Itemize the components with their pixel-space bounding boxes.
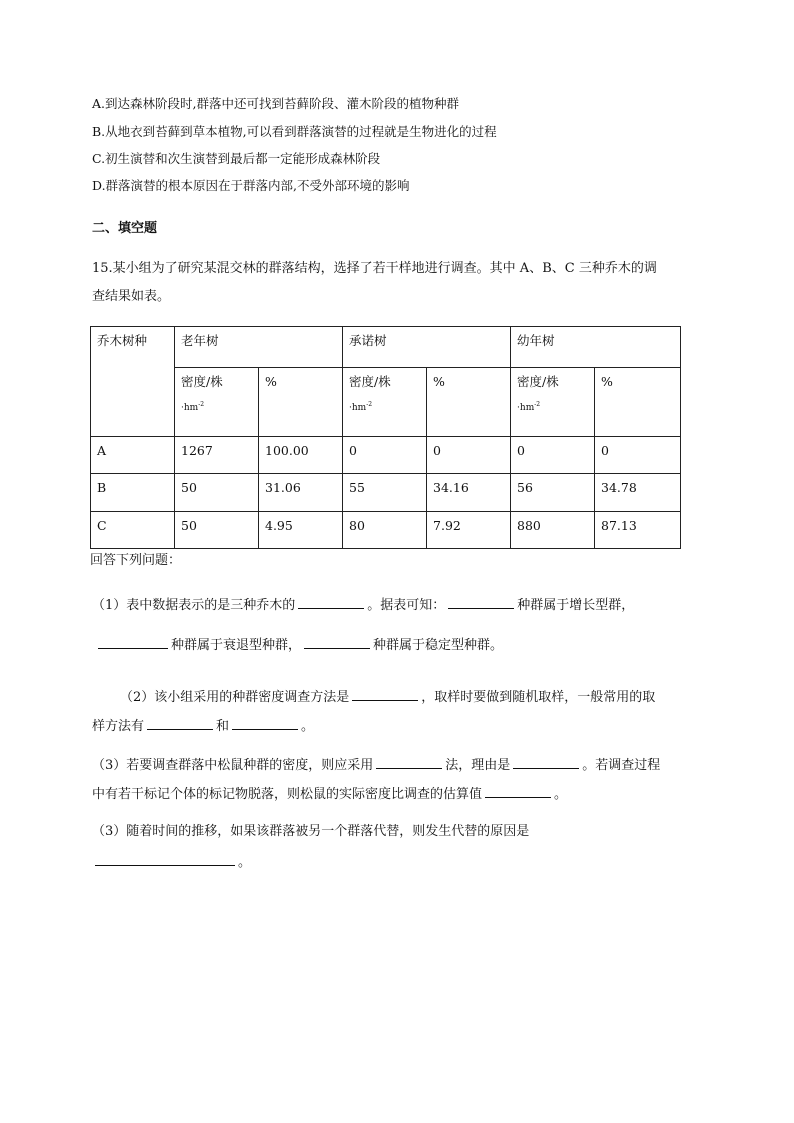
- table-cell: 880: [511, 512, 595, 549]
- header-old-trees: 老年树: [175, 327, 343, 368]
- subquestion-2-line-2: 样方法有 和 。: [92, 719, 315, 734]
- answer-blank[interactable]: [448, 596, 514, 609]
- answer-blank[interactable]: [352, 688, 418, 701]
- subquestion-1-line-1: （1）表中数据表示的是三种乔木的 。据表可知： 种群属于增长型群，: [92, 598, 635, 613]
- answer-blank[interactable]: [513, 756, 579, 769]
- table-row: [91, 512, 681, 549]
- section-title: 二、填空题: [92, 221, 158, 236]
- subheader-density: 密度/株 $\cdot hm^{-2}$: [343, 368, 427, 437]
- survey-table: [90, 326, 681, 549]
- subquestion-4-line-2: 。: [95, 853, 251, 869]
- question-stem-line-2: 查结果如表。: [92, 289, 171, 304]
- table-row: [91, 437, 681, 474]
- header-promise-trees: 承诺树: [343, 327, 511, 368]
- table-cell: 100.00: [259, 437, 343, 474]
- table-cell: 0: [511, 437, 595, 474]
- density-unit: $\cdot hm^{-2}$: [517, 401, 541, 413]
- subquestion-3-line-2: 中有若干标记个体的标记物脱落，则松鼠的实际密度比调查的估算值 。: [92, 787, 568, 802]
- table-cell: B: [91, 474, 175, 512]
- subheader-density: 密度/株 $\cdot hm^{-2}$: [511, 368, 595, 437]
- option-c: C.初生演替和次生演替到最后都一定能形成森林阶段: [92, 151, 381, 166]
- table-cell: 0: [427, 437, 511, 474]
- table-cell: 87.13: [595, 512, 681, 549]
- table-header-row: [91, 327, 681, 368]
- table-row: [91, 474, 681, 512]
- table-cell: 0: [343, 437, 427, 474]
- table-cell: 4.95: [259, 512, 343, 549]
- header-young-trees: 幼年树: [511, 327, 681, 368]
- option-d: D.群落演替的根本原因在于群落内部,不受外部环境的影响: [92, 178, 410, 193]
- subquestion-1-line-2: 种群属于衰退型种群， 种群属于稳定型种群。: [98, 636, 503, 652]
- answer-blank[interactable]: [95, 853, 235, 866]
- table-cell: A: [91, 437, 175, 474]
- answer-blank[interactable]: [485, 785, 551, 798]
- option-b: B.从地衣到苔藓到草本植物,可以看到群落演替的过程就是生物进化的过程: [92, 124, 497, 139]
- answer-blank[interactable]: [304, 636, 370, 649]
- table-cell: 31.06: [259, 474, 343, 512]
- question-stem-line-1: 15.某小组为了研究某混交林的群落结构，选择了若干样地进行调查。其中 A、B、C 三种乔木的调: [92, 261, 657, 276]
- subquestion-3-line-1: （3）若要调查群落中松鼠种群的密度，则应采用 法，理由是 。若调查过程: [92, 758, 661, 773]
- subquestion-2-line-1: （2）该小组采用的种群密度调查方法是 ，取样时要做到随机取样，一般常用的取: [120, 690, 656, 705]
- table-cell: 34.78: [595, 474, 681, 512]
- answer-blank[interactable]: [98, 636, 168, 649]
- option-a: A.到达森林阶段时,群落中还可找到苔藓阶段、灌木阶段的植物种群: [92, 96, 459, 111]
- answer-blank[interactable]: [232, 717, 298, 730]
- table-subheader-row: [91, 368, 681, 437]
- table-cell: 1267: [175, 437, 259, 474]
- table-cell: 50: [175, 512, 259, 549]
- answer-prompt: 回答下列问题：: [90, 553, 182, 568]
- table-cell: C: [91, 512, 175, 549]
- answer-blank[interactable]: [298, 596, 364, 609]
- answer-blank[interactable]: [376, 756, 442, 769]
- table-cell: 7.92: [427, 512, 511, 549]
- table-cell: 56: [511, 474, 595, 512]
- subquestion-4-line-1: （3）随着时间的推移，如果该群落被另一个群落代替，则发生代替的原因是: [92, 824, 530, 839]
- table-cell: 55: [343, 474, 427, 512]
- subheader-percent: %: [595, 368, 681, 437]
- density-unit: $\cdot hm^{-2}$: [181, 401, 205, 413]
- subheader-percent: %: [259, 368, 343, 437]
- subheader-density: 密度/株 $\cdot hm^{-2}$: [175, 368, 259, 437]
- density-unit: $\cdot hm^{-2}$: [349, 401, 373, 413]
- table-cell: 34.16: [427, 474, 511, 512]
- table-cell: 80: [343, 512, 427, 549]
- table-cell: 50: [175, 474, 259, 512]
- answer-blank[interactable]: [147, 717, 213, 730]
- subheader-percent: %: [427, 368, 511, 437]
- header-species: 乔木树种: [91, 327, 175, 437]
- table-cell: 0: [595, 437, 681, 474]
